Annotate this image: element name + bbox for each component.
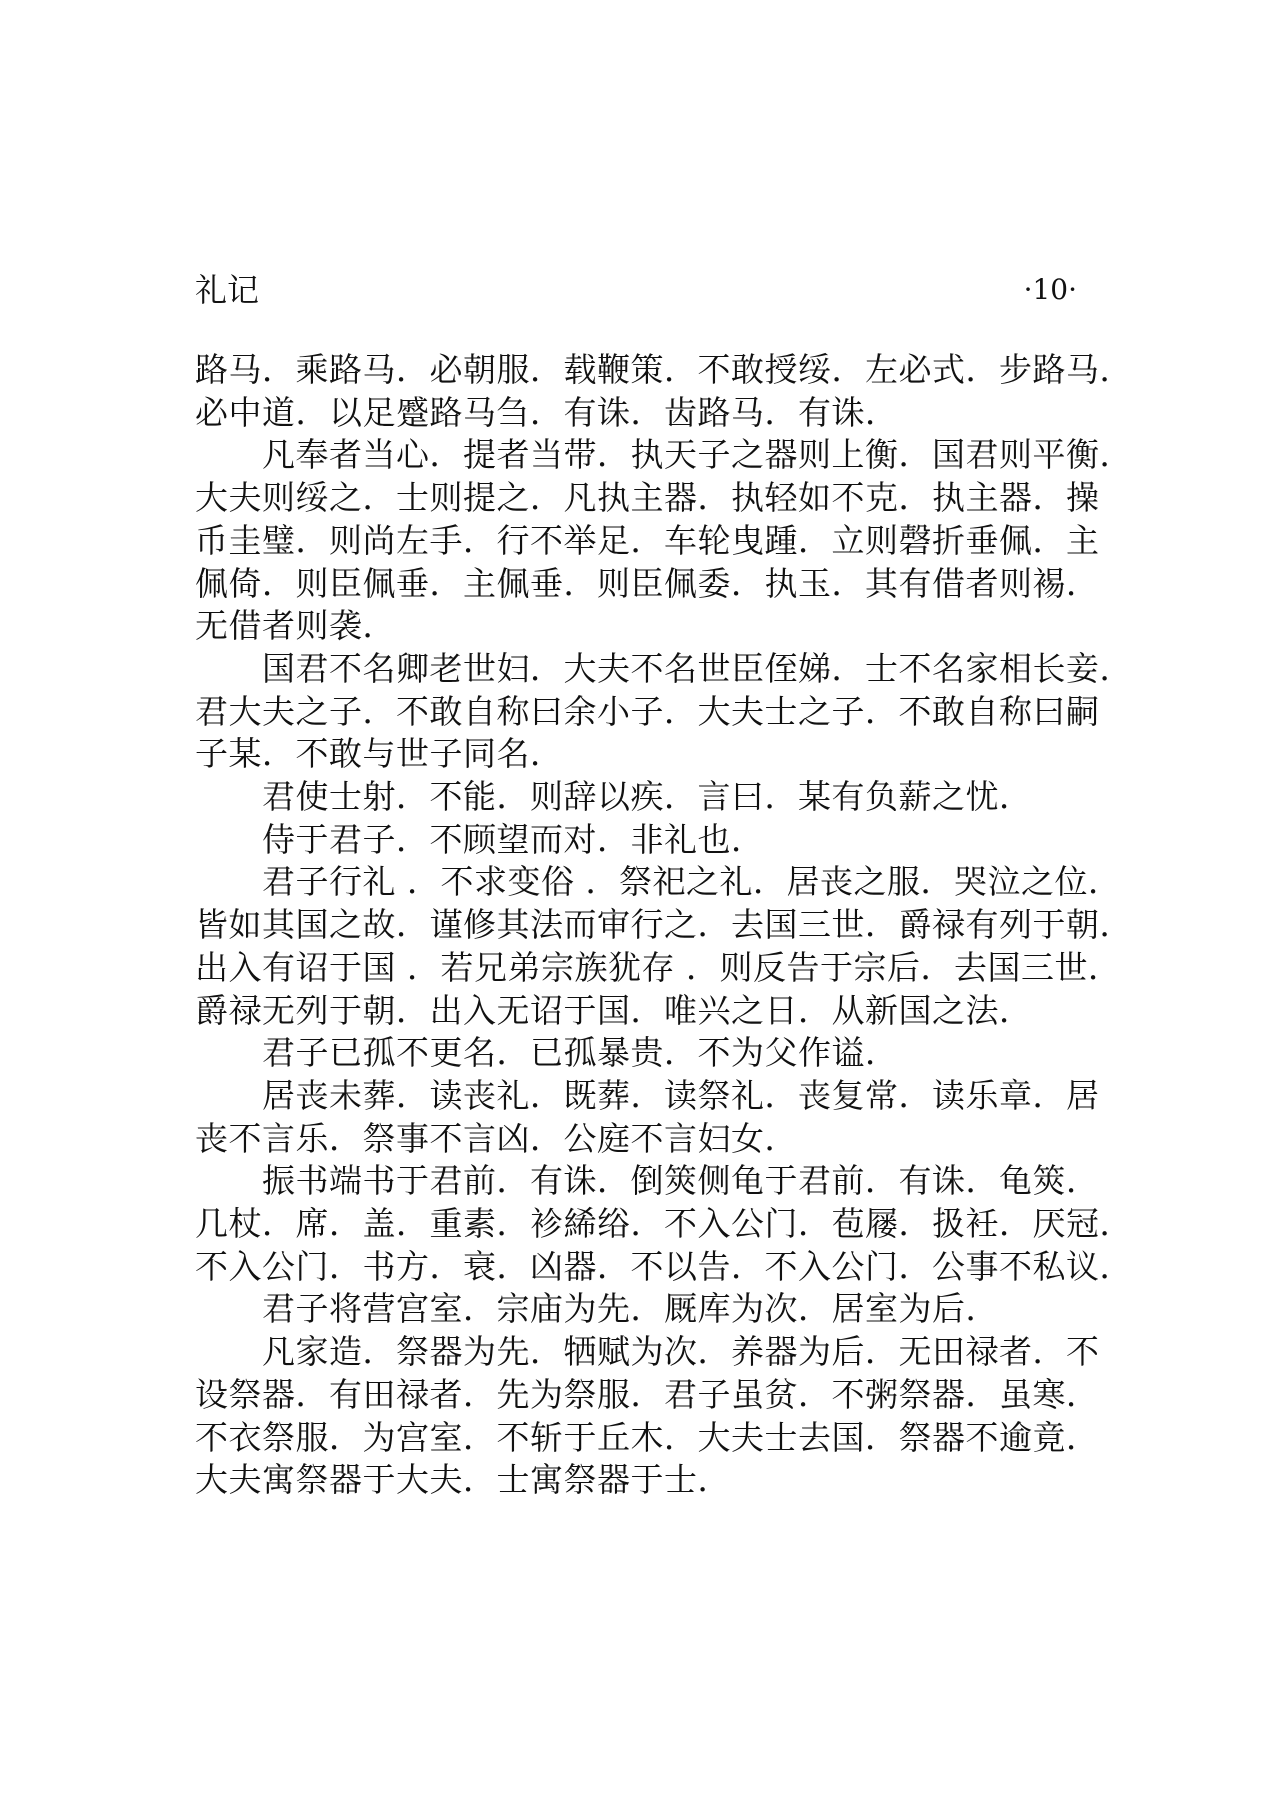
- paragraph: [195, 1075, 1105, 1160]
- text-line: 大夫则绥之．士则提之．凡执主器．执轻如不克．执主器．操: [195, 478, 1100, 518]
- text-line: 君子将营宫室．宗庙为先．厩库为次．居室为后．: [262, 1289, 999, 1329]
- text-line: 君使士射．不能．则辞以疾．言曰．某有负薪之忧．: [262, 777, 1033, 817]
- text-line: 振书端书于君前．有诛．倒筴侧龟于君前．有诛．龟筴．: [262, 1161, 1100, 1201]
- text-line: 爵禄无列于朝．出入无诏于国．唯兴之日．从新国之法．: [195, 990, 1033, 1030]
- text-line: 君子行礼 ．不求变俗 ．祭祀之礼．居丧之服．哭泣之位．: [262, 862, 1122, 902]
- text-line: 出入有诏于国 ．若兄弟宗族犹存 ．则反告于宗后．去国三世．: [195, 947, 1122, 987]
- paragraph: [195, 1160, 1133, 1288]
- page-header: [195, 268, 1077, 312]
- text-line: 路马．乘路马．必朝服．载鞭策．不敢授绥．左必式．步路马．: [195, 350, 1133, 389]
- text-line: 无借者则袭．: [195, 606, 396, 646]
- page-number: ·10·: [1023, 273, 1077, 306]
- paragraph: [195, 819, 1105, 862]
- text-line: 大夫寓祭器于大夫．士寓祭器于士．: [195, 1460, 731, 1500]
- paragraph: [195, 861, 1133, 1032]
- text-line: 几杖．席．盖．重素．袗絺绤．不入公门．苞屦．扱衽．厌冠．: [195, 1204, 1133, 1244]
- text-body: [195, 349, 1133, 1502]
- text-line: 佩倚．则臣佩垂．主佩垂．则臣佩委．执玉．其有借者则裼．: [195, 563, 1100, 603]
- text-line: 丧不言乐．祭事不言凶．公庭不言妇女．: [195, 1118, 798, 1158]
- paragraph: [195, 1032, 1105, 1075]
- book-title: 礼记: [195, 271, 260, 309]
- paragraph: [195, 776, 1105, 819]
- paragraph: [195, 434, 1133, 648]
- text-line: 设祭器．有田禄者．先为祭服．君子虽贫．不粥祭器．虽寒．: [195, 1374, 1100, 1414]
- text-line: 凡奉者当心．提者当带．执天子之器则上衡．国君则平衡．: [262, 435, 1133, 475]
- text-line: 皆如其国之故．谨修其法而审行之．去国三世．爵禄有列于朝．: [195, 905, 1133, 945]
- text-line: 不衣祭服．为宫室．不斩于丘木．大夫士去国．祭器不逾竟．: [195, 1417, 1100, 1457]
- text-line: 国君不名卿老世妇．大夫不名世臣侄娣．士不名家相长妾．: [262, 648, 1133, 688]
- text-line: 君子已孤不更名．已孤暴贵．不为父作谥．: [262, 1033, 899, 1073]
- text-line: 子某．不敢与世子同名．: [195, 734, 564, 774]
- paragraph: [195, 648, 1133, 776]
- text-line: 侍于君子．不顾望而对．非礼也．: [262, 819, 765, 859]
- paragraph: [195, 1288, 1105, 1331]
- text-line: 君大夫之子．不敢自称曰余小子．大夫士之子．不敢自称曰嗣: [195, 691, 1100, 731]
- paragraph: [195, 349, 1133, 434]
- text-line: 居丧未葬．读丧礼．既葬．读祭礼．丧复常．读乐章．居: [262, 1075, 1100, 1115]
- text-line: 币圭璧．则尚左手．行不举足．车轮曳踵．立则磬折垂佩．主: [195, 520, 1100, 560]
- text-line: 不入公门．书方．衰．凶器．不以告．不入公门．公事不私议．: [195, 1246, 1133, 1286]
- text-line: 必中道．以足蹙路马刍．有诛．齿路马．有诛．: [195, 392, 899, 432]
- paragraph: [195, 1331, 1105, 1502]
- text-line: 凡家造．祭器为先．牺赋为次．养器为后．无田禄者．不: [262, 1332, 1100, 1372]
